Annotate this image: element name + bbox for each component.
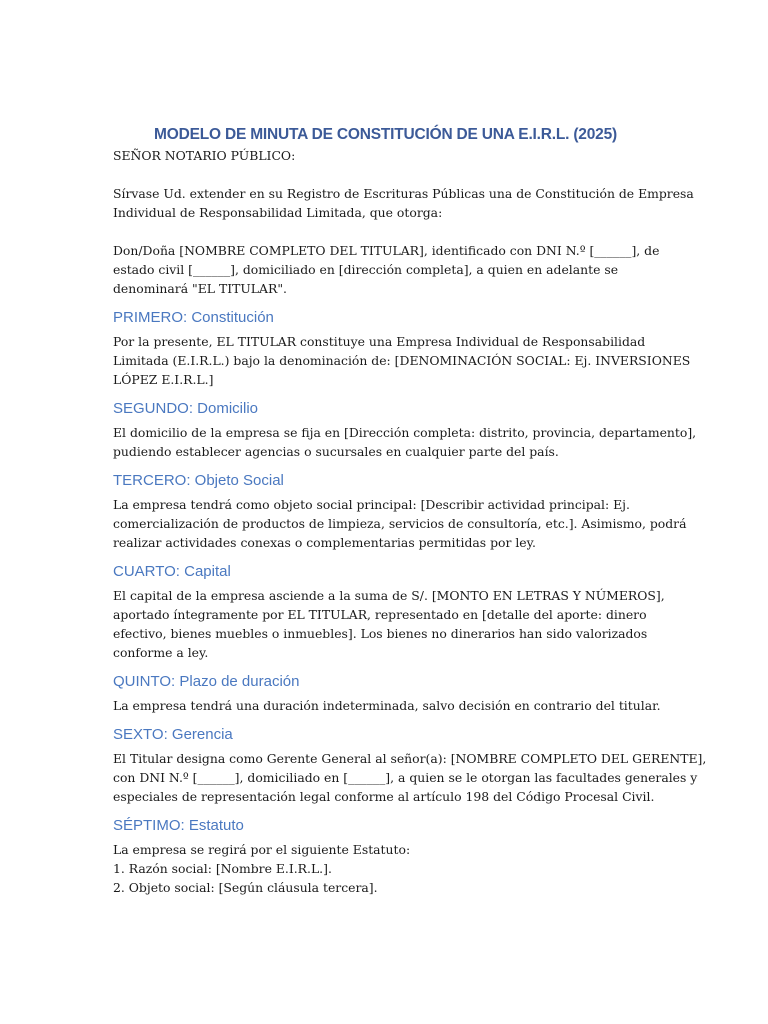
section-heading-cuarto: CUARTO: Capital (113, 563, 231, 580)
section-heading-quinto: QUINTO: Plazo de duración (113, 673, 300, 690)
spacer (113, 165, 658, 184)
section-body-quinto (113, 696, 661, 715)
grantor-line: estado civil [______], domiciliado en [dirección completa], a quien en adelante se (113, 262, 619, 277)
section-line: El domicilio de la empresa se fija en [Dirección completa: distrito, provincia, departamento], (113, 425, 697, 440)
spacer (113, 222, 658, 241)
section-body-segundo (113, 423, 697, 461)
section-body-cuarto (113, 586, 665, 662)
intro-paragraph (113, 184, 694, 222)
grantor-line: Don/Doña [NOMBRE COMPLETO DEL TITULAR], identificado con DNI N.º [______], de (113, 243, 660, 258)
grantor-paragraph (113, 241, 658, 298)
section-line: 1. Razón social: [Nombre E.I.R.L.]. (113, 861, 332, 876)
section-line: con DNI N.º [______], domiciliado en [______], a quien se le otorgan las facultades generales y (113, 770, 698, 785)
section-body-septimo (113, 840, 658, 897)
document-body (113, 124, 707, 897)
section-line: Limitada (E.I.R.L.) bajo la denominación de: [DENOMINACIÓN SOCIAL: Ej. INVERSIONES (113, 353, 691, 368)
intro-line: Sírvase Ud. extender en su Registro de Escrituras Públicas una de Constitución de Empresa (113, 186, 694, 201)
section-heading-septimo: SÉPTIMO: Estatuto (113, 817, 244, 834)
section-line: aportado íntegramente por EL TITULAR, representado en [detalle del aporte: dinero (113, 607, 647, 622)
section-line: especiales de representación legal conforme al artículo 198 del Código Procesal Civil. (113, 789, 655, 804)
section-line: efectivo, bienes muebles o inmuebles]. Los bienes no dinerarios han sido valorizados (113, 626, 648, 641)
salutation: SEÑOR NOTARIO PÚBLICO: (113, 148, 296, 163)
section-body-sexto (113, 749, 707, 806)
section-line: La empresa tendrá como objeto social principal: [Describir actividad principal: Ej. (113, 497, 630, 512)
section-line: Por la presente, EL TITULAR constituye una Empresa Individual de Responsabilidad (113, 334, 646, 349)
section-line: realizar actividades conexas o complementarias permitidas por ley. (113, 535, 536, 550)
section-line: La empresa se regirá por el siguiente Estatuto: (113, 842, 411, 857)
section-heading-segundo: SEGUNDO: Domicilio (113, 400, 259, 417)
section-body-tercero (113, 495, 687, 552)
section-body-primero (113, 332, 691, 389)
intro-line: Individual de Responsabilidad Limitada, que otorga: (113, 205, 443, 220)
section-line: LÓPEZ E.I.R.L.] (113, 372, 214, 387)
section-line: El Titular designa como Gerente General al señor(a): [NOMBRE COMPLETO DEL GERENTE], (113, 751, 707, 766)
section-line: comercialización de productos de limpieza, servicios de consultoría, etc.]. Asimismo, podrá (113, 516, 687, 531)
section-heading-primero: PRIMERO: Constitución (113, 309, 274, 326)
section-line: La empresa tendrá una duración indeterminada, salvo decisión en contrario del titular. (113, 698, 661, 713)
section-line: pudiendo establecer agencias o sucursales en cualquier parte del país. (113, 444, 559, 459)
grantor-line: denominará "EL TITULAR". (113, 281, 287, 296)
section-heading-tercero: TERCERO: Objeto Social (113, 472, 284, 489)
document-title: MODELO DE MINUTA DE CONSTITUCIÓN DE UNA E.I.R.L. (2025) (154, 126, 617, 143)
section-line: El capital de la empresa asciende a la suma de S/. [MONTO EN LETRAS Y NÚMEROS], (113, 588, 665, 603)
section-line: 2. Objeto social: [Según cláusula tercera]. (113, 880, 378, 895)
section-heading-sexto: SEXTO: Gerencia (113, 726, 233, 743)
section-line: conforme a ley. (113, 645, 209, 660)
